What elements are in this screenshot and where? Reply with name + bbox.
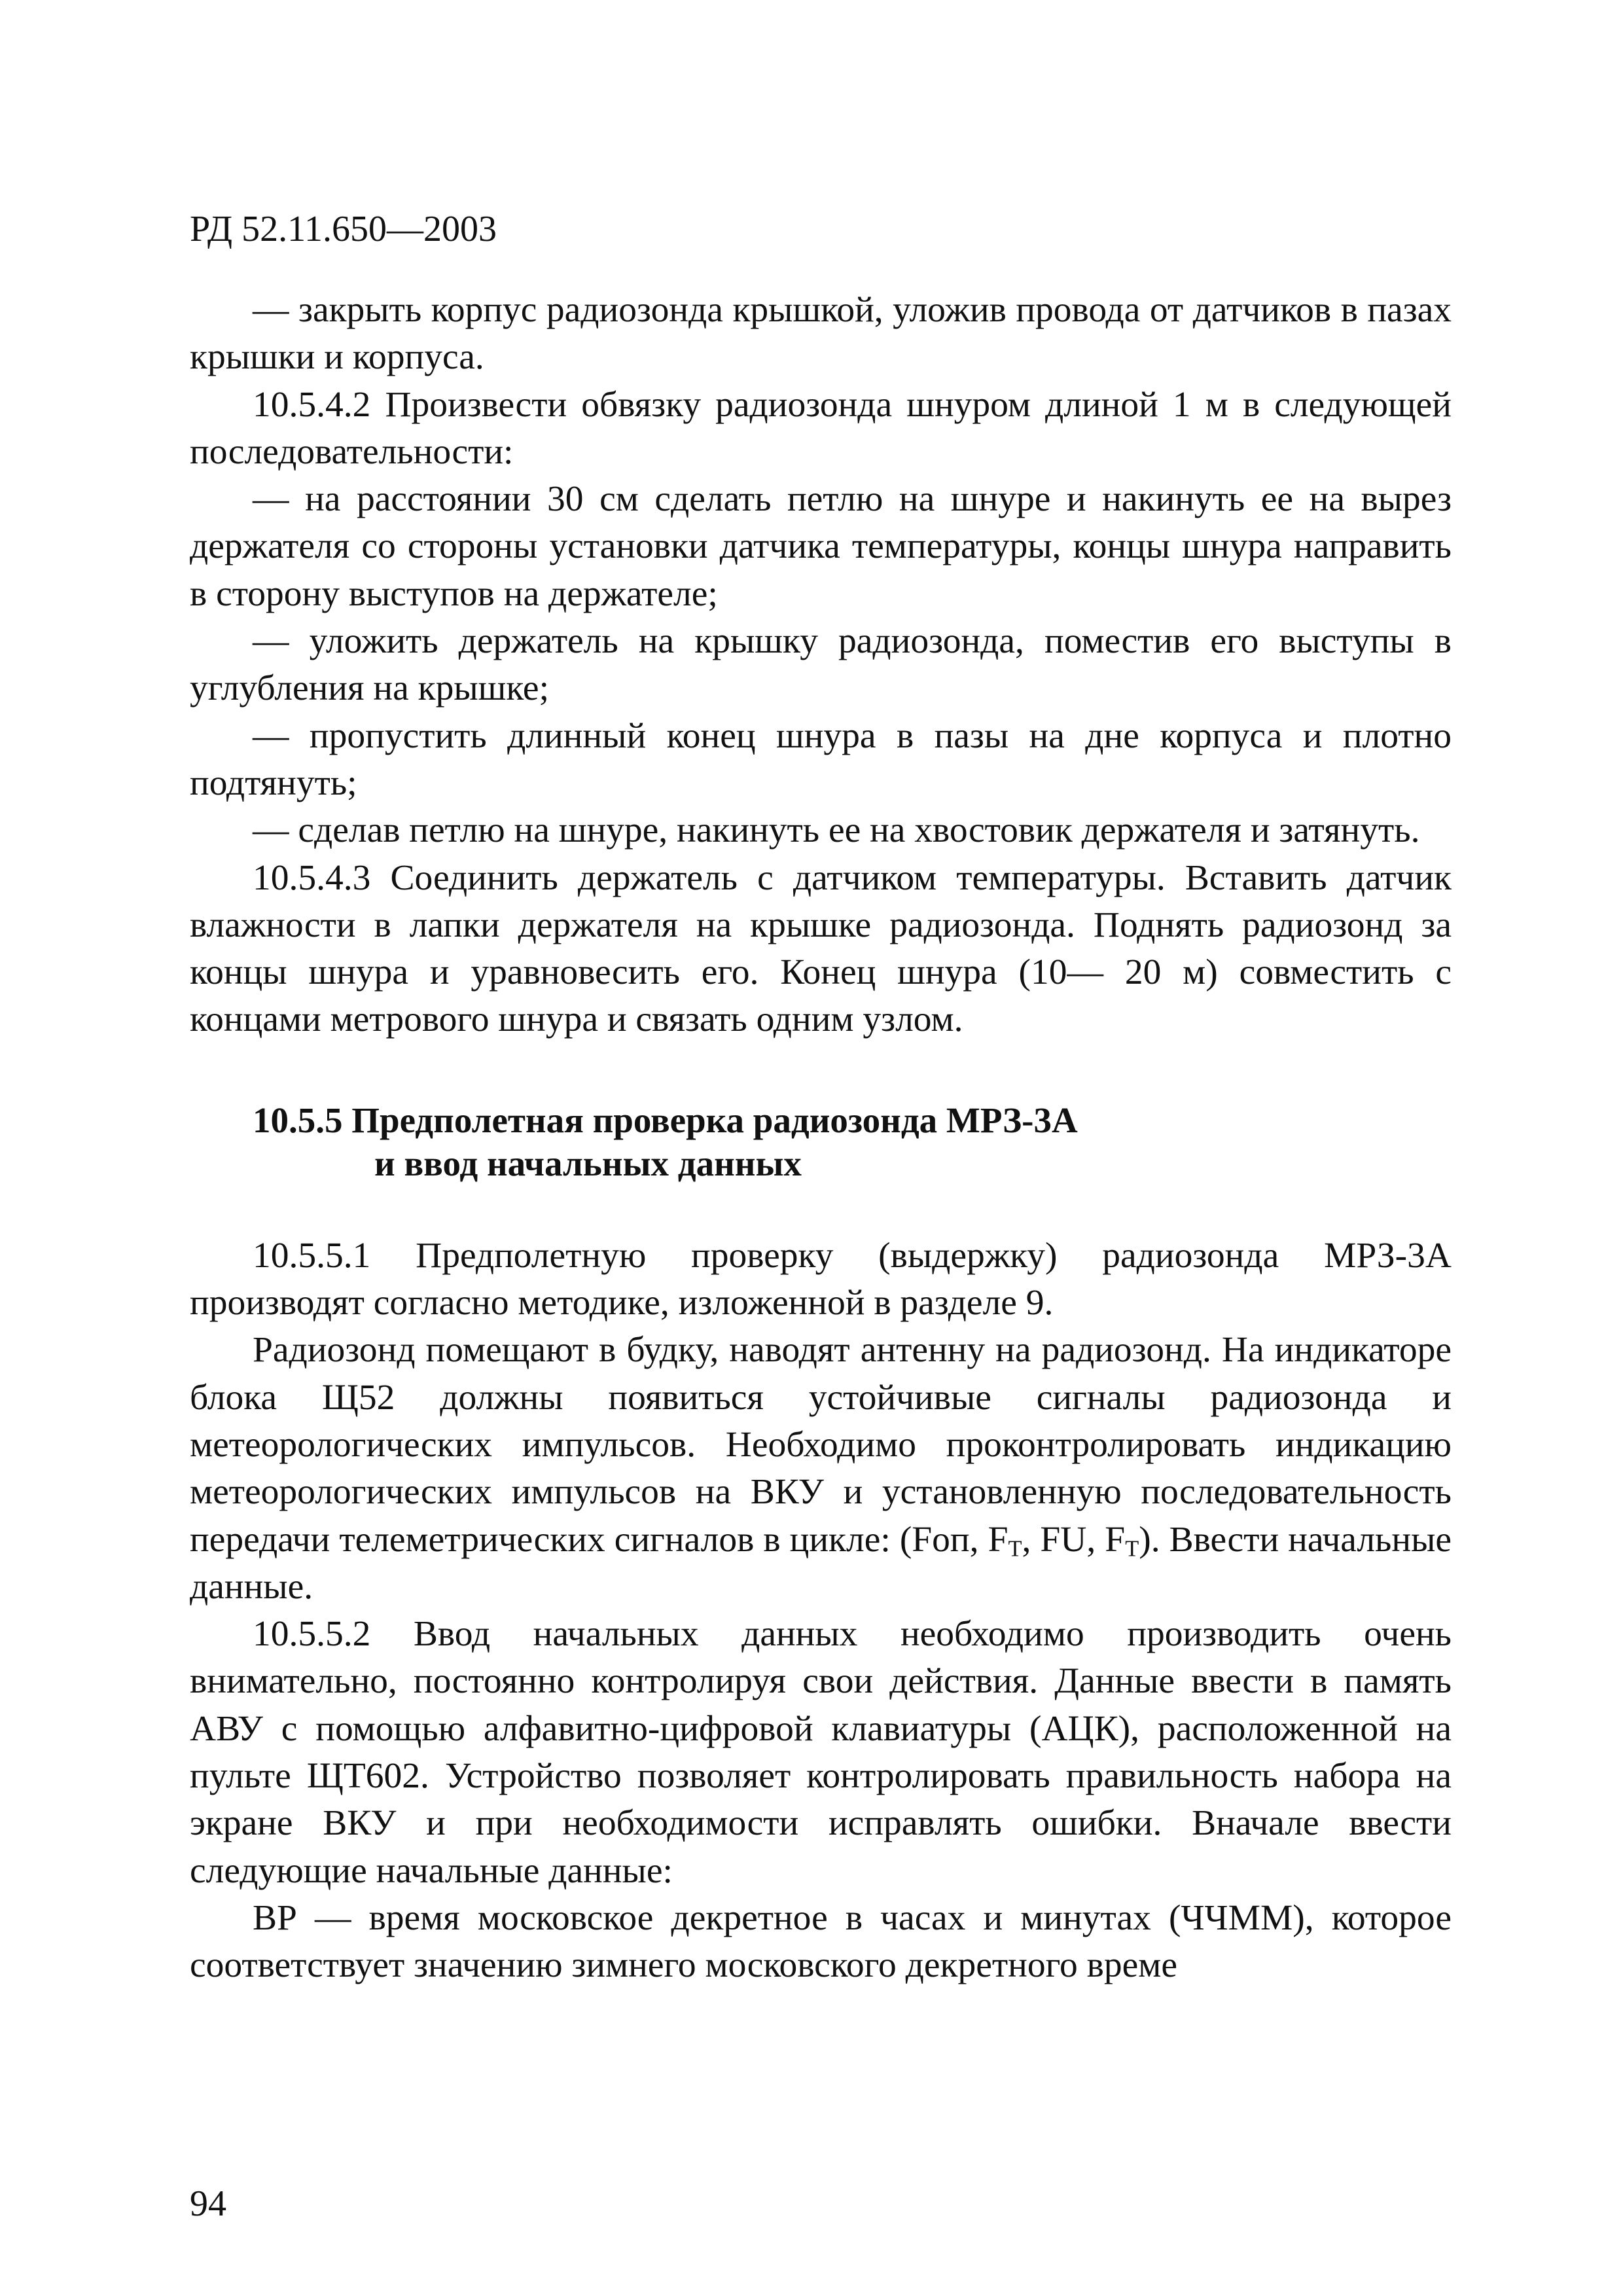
paragraph-pass-cord: — пропустить длинный конец шнура в пазы на дне корпуса и плотно подтянуть;	[190, 715, 1452, 803]
paragraph-10-5-5-1: 10.5.5.1 Предполетную проверку (выдержку) радиозонда МРЗ-3А производят согласно методике, изложенной в разделе 9.	[190, 1235, 1452, 1323]
section-title-10-5-5	[253, 1099, 1452, 1185]
paragraph-10-5-5-2: 10.5.5.2 Ввод начальных данных необходимо производить очень внимательно, постоянно контролируя свои действия. Данные ввести в память АВУ с помощью алфавитно-цифровой клавиатуры (АЦК), расположенной на пульте ЩТ602. Устройство позволяет контролировать правильность набора на экране ВКУ и при необходимости исправлять ошибки. Вначале ввести следующие начальные данные:	[190, 1614, 1452, 1891]
paragraph-loop-30cm: — на расстоянии 30 см сделать петлю на шнуре и накинуть ее на вырез держателя со стороны установки датчика температуры, концы шнура направить в сторону выступов на держателе;	[190, 479, 1452, 614]
paragraph-10-5-4-3: 10.5.4.3 Соединить держатель с датчиком температуры. Вставить датчик влажности в лапки держателя на крышке радиозонда. Поднять радиозонд за концы шнура и уравновесить его. Конец шнура (10— 20 м) совместить с концами метрового шнура и связать одним узлом.	[190, 857, 1452, 1040]
document-code-header: РД 52.11.650—2003	[190, 209, 497, 249]
subscript-t-1: T	[1008, 1536, 1022, 1562]
body-text	[190, 287, 1452, 1990]
paragraph-vr-time: ВР — время московское декретное в часах и минутах (ЧЧММ), которое соответствует значению зимнего московского декретного време	[190, 1897, 1452, 1986]
paragraph-place-holder: — уложить держатель на крышку радиозонда, поместив его выступы в углубления на крышке;	[190, 621, 1452, 709]
section-title-line-2: и ввод начальных данных	[374, 1143, 802, 1183]
paragraph-radiosonde-booth-text: Радиозонд помещают в будку, наводят антенну на радиозонд. На индикаторе блока Щ52 должны появиться устойчивые сигналы радиозонда и метеорологических импульсов. Необходимо проконтролировать индикацию метеорологических импульсов на ВКУ и установленную последовательность передачи телеметрических сигналов в цикле: (Fоп, F	[190, 1330, 1452, 1560]
section-title-line-1: 10.5.5 Предполетная проверка радиозонда МРЗ-3А	[253, 1100, 1078, 1140]
subscript-t-2: T	[1125, 1536, 1139, 1562]
paragraph-close-cover: — закрыть корпус радиозонда крышкой, уложив провода от датчиков в пазах крышки и корпуса.	[190, 290, 1452, 378]
paragraph-10-5-4-2: 10.5.4.2 Произвести обвязку радиозонда шнуром длиной 1 м в следующей последовательности:	[190, 384, 1452, 472]
paragraph-radiosonde-booth	[190, 1327, 1452, 1611]
paragraph-radiosonde-booth-mid: , FU, F	[1022, 1519, 1126, 1560]
page-number: 94	[190, 2183, 226, 2224]
paragraph-radiosonde-booth-end: ). Ввести начальные данные.	[190, 1519, 1452, 1607]
paragraph-tie-loop: — сделав петлю на шнуре, накинуть ее на хвостовик держателя и затянуть.	[253, 810, 1420, 851]
